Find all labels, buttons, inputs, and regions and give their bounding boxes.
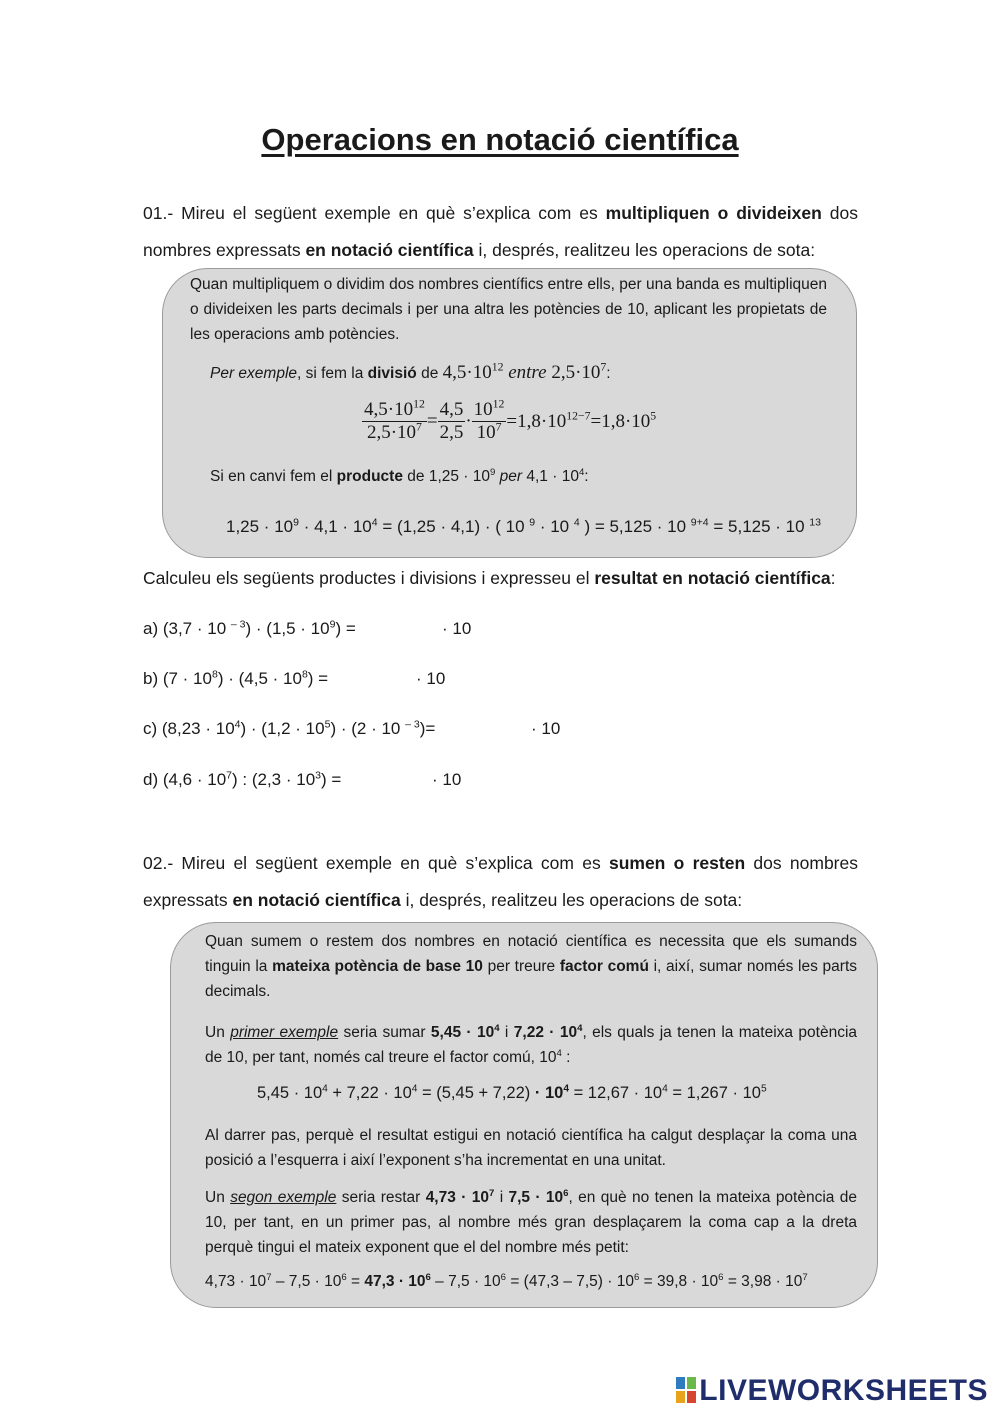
- exercise-d: d) $(4,6 \cdot 10^7)$ : $(2,3 \cdot 10^3)$ =: [143, 769, 342, 789]
- fraction-2: $\frac{4,5}{2,5}$: [439, 399, 464, 443]
- division-example-line: Per exemple, si fem la divisió de $4,5\cdot 10^{12}$ entre $2,5\cdot 10^7$:: [210, 360, 611, 383]
- second-example-text: Un segon exemple seria restar $4,73 \cdot 10^7$ i $7,5 \cdot 10^6$, en què no tenen la mateixa potència de 10, per tant, en un primer pas, al nombre més gran desplaçarem la coma cap a la dreta perquè tingui el mateix exponent que el del nombre més petit:: [205, 1188, 858, 1256]
- division-formula: $\frac{4,5\cdot 10^{12}}{2,5\cdot 10^7}$ = $\frac{4,5}{2,5}$ · $\frac{10^{12}}{10^7}$ $=1,8\cdot 10^{12-7}=1,8\cdot 10^5$: [364, 397, 657, 443]
- fraction-3: $\frac{10^{12}}{10^7}$: [473, 397, 505, 443]
- page-title: Operacions en notació científica: [261, 122, 739, 157]
- logo-text: LIVEWORKSHEETS: [699, 1374, 988, 1407]
- exercise-b: b) $(7 \cdot 10^8) \cdot (4,5 \cdot 10^8)$ =: [143, 668, 329, 688]
- last-step-explanation: Al darrer pas, perquè el resultat estigui en notació científica ha calgut desplaçar la coma una posició a l’esquerra i així l’exponent s’ha incrementat en una unitat.: [205, 1127, 857, 1169]
- exercise-a-times-ten: · 10: [442, 619, 472, 638]
- liveworksheets-mark-icon: [676, 1377, 696, 1403]
- first-example-formula: $5,45 \cdot 10^4 + 7,22 \cdot 10^4 = (5,45 + 7,22) \cdot 10^4 = 12,67 \cdot 10^4 = 1,267 \cdot 10^5$: [257, 1083, 767, 1102]
- box2-explanation: Quan sumem o restem dos nombres en notació científica es necessita que els sumands tinguin la mateixa potència de base 10 per treure factor comú i, així, sumar només les parts decimals.: [205, 933, 857, 1000]
- exercise-b-times-ten: · 10: [416, 669, 446, 688]
- box1-explanation: Quan multipliquem o dividim dos nombres científics entre ells, per una banda es multipliquen o divideixen les parts decimals i per una altra les potències de 10, aplicant les propietats de les operacions amb potències.: [190, 276, 827, 343]
- product-formula: $1,25 \cdot 10^9 \cdot 4,1 \cdot 10^4 = (1,25 \cdot 4,1)$ · ( 10 $^9$ · 10 $^4$ ) = 5,125 · 10 $^{9+4}$ = 5,125 · 10 $^{13}$: [226, 516, 822, 536]
- first-example-text: Un primer exemple seria sumar $5,45 \cdot 10^4$ i $7,22 \cdot 10^4$, els quals ja tenen la mateixa potència de 10, per tant, només cal treure el factor comú, $10^4$ :: [205, 1023, 858, 1066]
- exercise-c: c) $(8,23 \cdot 10^4) \cdot (1,2 \cdot 10^5) \cdot (2 \cdot 10$ $^{- 3}$)=: [143, 718, 436, 738]
- fraction-1: $\frac{4,5\cdot 10^{12}}{2,5\cdot 10^7}$: [364, 397, 425, 443]
- product-intro-line: Si en canvi fem el producte de $1,25 \cdot 10^9$ per $4,1 \cdot 10^4$:: [210, 467, 589, 485]
- liveworksheets-logo[interactable]: [676, 1374, 988, 1408]
- calc-instructions: Calculeu els següents productes i divisions i expresseu el resultat en notació científica:: [143, 568, 836, 588]
- second-example-formula: $4,73 \cdot 10^7 - 7,5 \cdot 10^6 = 47,3 \cdot 10^6 - 7,5 \cdot 10^6 = (47,3 - 7,5) \cdot 10^6 = 39,8 \cdot 10^6 = 3,98 \cdot 10^7$: [205, 1272, 808, 1290]
- section2-intro: 02.- Mireu el següent exemple en què s’explica com es sumen o resten dos nombres expressats en notació científica i, després, realitzeu les operacions de sota:: [143, 853, 858, 910]
- section1-intro: 01.- Mireu el següent exemple en què s’explica com es multipliquen o divideixen dos nombres expressats en notació científica i, després, realitzeu les operacions de sota:: [143, 203, 858, 260]
- exercise-d-times-ten: · 10: [432, 770, 462, 789]
- exercise-c-times-ten: · 10: [531, 719, 561, 738]
- exercise-a: a) (3,7 · 10 $^{- 3}) \cdot (1,5 \cdot 10^9)$ =: [143, 618, 356, 638]
